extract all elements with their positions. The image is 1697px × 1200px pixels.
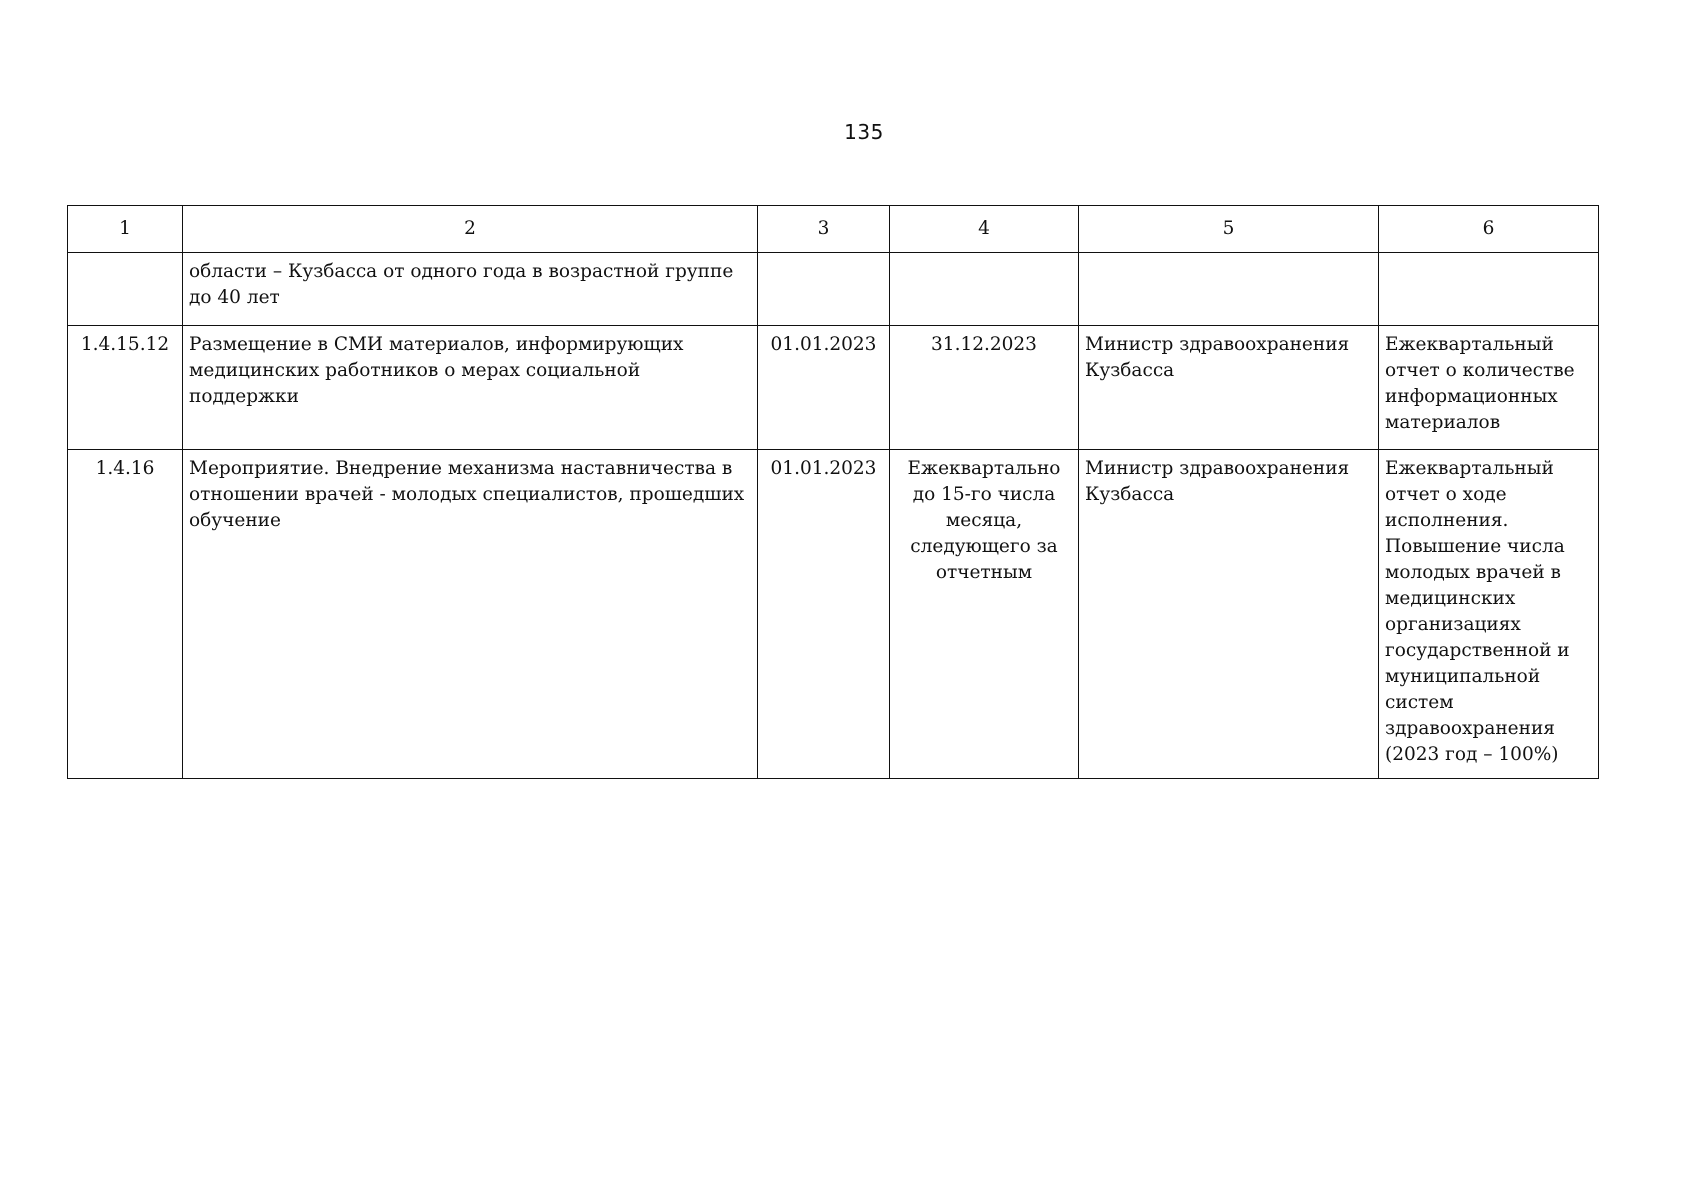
expected-result — [1379, 253, 1599, 326]
end-date: Ежеквартально до 15-го числа месяца, следующего за отчетным — [890, 450, 1079, 779]
item-number — [68, 253, 183, 326]
expected-result: Ежеквартальный отчет о ходе исполнения. Повышение числа молодых врачей в медицинских организациях государственной и муниципальной систем здравоохранения (2023 год – 100%) — [1379, 450, 1599, 779]
column-header-6: 6 — [1379, 206, 1599, 253]
responsible — [1079, 253, 1379, 326]
page-number: 135 — [844, 120, 884, 144]
plan-table — [67, 205, 1599, 779]
table-row — [68, 253, 1599, 326]
table-row — [68, 326, 1599, 450]
column-header-5: 5 — [1079, 206, 1379, 253]
column-header-4: 4 — [890, 206, 1079, 253]
end-date: 31.12.2023 — [890, 326, 1079, 450]
responsible: Министр здравоохранения Кузбасса — [1079, 326, 1379, 450]
responsible: Министр здравоохранения Кузбасса — [1079, 450, 1379, 779]
end-date — [890, 253, 1079, 326]
table-header-row — [68, 206, 1599, 253]
item-number: 1.4.16 — [68, 450, 183, 779]
start-date: 01.01.2023 — [758, 326, 890, 450]
measure-text: Размещение в СМИ материалов, информирующих медицинских работников о мерах социальной поддержки — [183, 326, 758, 450]
measure-text: Мероприятие. Внедрение механизма наставничества в отношении врачей - молодых специалистов, прошедших обучение — [183, 450, 758, 779]
column-header-3: 3 — [758, 206, 890, 253]
item-number: 1.4.15.12 — [68, 326, 183, 450]
column-header-2: 2 — [183, 206, 758, 253]
start-date: 01.01.2023 — [758, 450, 890, 779]
start-date — [758, 253, 890, 326]
column-header-1: 1 — [68, 206, 183, 253]
table-row — [68, 450, 1599, 779]
measure-text: области – Кузбасса от одного года в возрастной группе до 40 лет — [183, 253, 758, 326]
expected-result: Ежеквартальный отчет о количестве информационных материалов — [1379, 326, 1599, 450]
